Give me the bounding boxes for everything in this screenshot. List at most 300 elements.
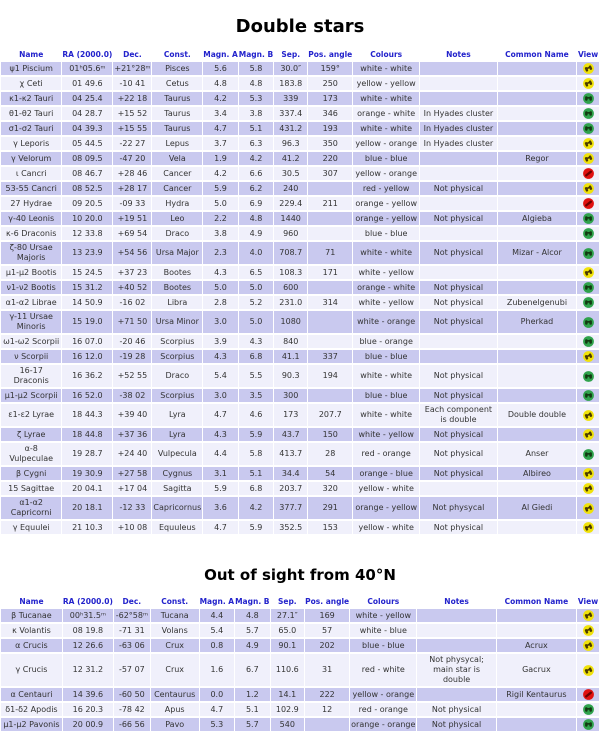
column-header-notes: Notes [417, 596, 495, 607]
cell-pos-angle: 171 [308, 266, 352, 279]
cell-dec: +54 56 [113, 242, 151, 264]
cell-notes: Not physical [420, 428, 497, 441]
cell-dec: +37 23 [113, 266, 151, 279]
cell-dec: +19 51 [113, 212, 151, 225]
cell-colours: yellow - orange [350, 688, 416, 701]
cell-mag-a: 4.3 [203, 428, 238, 441]
cell-ra: 13 23.9 [62, 242, 112, 264]
view-yellow-binoculars-icon [583, 640, 594, 651]
view-green-binoculars-icon [583, 93, 594, 104]
cell-colours: white - yellow [353, 428, 419, 441]
cell-mag-b: 6.7 [235, 654, 269, 686]
view-red-binoculars-icon [583, 198, 594, 209]
cell-ra: 12 26.6 [63, 639, 113, 652]
cell-common-name [498, 365, 576, 387]
view-yellow-binoculars-icon [583, 183, 594, 194]
cell-ra: 15 24.5 [62, 266, 112, 279]
cell-colours: white - white [353, 365, 419, 387]
cell-pos-angle [308, 389, 352, 402]
cell-mag-a: 5.0 [203, 197, 238, 210]
cell-mag-b: 5.1 [239, 122, 273, 135]
cell-view [577, 107, 599, 120]
cell-pos-angle: 346 [308, 107, 352, 120]
cell-colours: orange - white [353, 281, 419, 294]
cell-common-name [498, 335, 576, 348]
cell-mag-a: 3.1 [203, 467, 238, 480]
cell-constellation: Taurus [152, 122, 202, 135]
column-header-colours: Colours [350, 596, 416, 607]
cell-mag-b: 3.5 [239, 389, 273, 402]
star-row [1, 137, 599, 150]
cell-name: γ-40 Leonis [1, 212, 61, 225]
cell-common-name [497, 703, 576, 716]
column-header-common-name: Common Name [498, 49, 576, 60]
cell-sep: 229.4 [274, 197, 307, 210]
cell-name: ζ Lyrae [1, 428, 61, 441]
cell-name: α1-α2 Capricorni [1, 497, 61, 519]
cell-notes: Not physical [420, 242, 497, 264]
cell-colours: orange - orange [350, 718, 416, 731]
cell-pos-angle: 314 [308, 296, 352, 309]
cell-ra: 08 19.8 [63, 624, 113, 637]
cell-dec: -47 20 [113, 152, 151, 165]
cell-view [577, 389, 599, 402]
column-header-pos-angle: Pos. angle [308, 50, 353, 59]
cell-sep: 339 [274, 92, 307, 105]
cell-common-name: Regor [498, 152, 576, 165]
cell-dec: +24 40 [113, 443, 151, 465]
cell-name: β Tucanae [1, 609, 62, 622]
cell-common-name: Algieba [498, 212, 576, 225]
cell-ra: 18 44.8 [62, 428, 112, 441]
cell-ra: 10 20.0 [62, 212, 112, 225]
cell-pos-angle: 193 [308, 122, 352, 135]
cell-common-name [498, 521, 576, 534]
cell-view [577, 212, 599, 225]
cell-dec: +15 52 [113, 107, 151, 120]
cell-pos-angle: 337 [308, 350, 352, 363]
cell-pos-angle: 202 [305, 639, 349, 652]
view-green-binoculars-icon [583, 390, 594, 401]
cell-sep: 110.6 [271, 654, 305, 686]
cell-name: α Centauri [1, 688, 62, 701]
cell-notes [420, 482, 497, 495]
cell-notes: Not physical [417, 718, 495, 731]
cell-mag-b: 5.8 [239, 443, 273, 465]
star-row [1, 350, 599, 363]
star-row [1, 266, 599, 279]
cell-mag-b: 5.7 [235, 718, 269, 731]
cell-mag-b: 6.5 [239, 266, 273, 279]
star-row [1, 242, 599, 264]
cell-notes: In Hyades cluster [420, 107, 497, 120]
cell-sep: 14.1 [271, 688, 305, 701]
cell-mag-a: 5.3 [200, 718, 235, 731]
cell-constellation: Libra [152, 296, 202, 309]
view-green-binoculars-icon [583, 317, 594, 328]
cell-mag-a: 1.6 [200, 654, 235, 686]
cell-dec: +28 17 [113, 182, 151, 195]
cell-mag-a: 3.4 [203, 107, 238, 120]
cell-notes: Not physycal; main star is double [417, 654, 495, 686]
cell-ra: 08 46.7 [62, 167, 112, 180]
star-row [1, 467, 599, 480]
column-header-magn-b: Magn. B [235, 597, 270, 606]
cell-name: ζ-80 Ursae Majoris [1, 242, 61, 264]
cell-sep: 90.3 [274, 365, 307, 387]
cell-constellation: Tucana [151, 609, 199, 622]
cell-name: 27 Hydrae [1, 197, 61, 210]
cell-name: ψ1 Piscium [1, 62, 61, 75]
cell-ra: 16 52.0 [62, 389, 112, 402]
cell-pos-angle [308, 311, 352, 333]
cell-name: α-8 Vulpeculae [1, 443, 61, 465]
cell-ra: 08 52.5 [62, 182, 112, 195]
cell-constellation: Lyra [152, 404, 202, 426]
cell-pos-angle: 150 [308, 428, 352, 441]
cell-mag-b: 5.1 [239, 467, 273, 480]
cell-sep: 41.2 [274, 152, 307, 165]
view-yellow-binoculars-icon [583, 468, 594, 479]
cell-sep: 41.1 [274, 350, 307, 363]
cell-name: κ1-κ2 Tauri [1, 92, 61, 105]
cell-name: α1-α2 Librae [1, 296, 61, 309]
cell-pos-angle: 222 [305, 688, 349, 701]
cell-constellation: Cetus [152, 77, 202, 90]
cell-sep: 337.4 [274, 107, 307, 120]
column-header-dec: Dec. [114, 596, 150, 607]
cell-common-name: Acrux [497, 639, 576, 652]
view-green-binoculars-icon [583, 371, 594, 382]
cell-constellation: Ursa Major [152, 242, 202, 264]
cell-view [577, 137, 599, 150]
cell-colours: white - white [353, 92, 419, 105]
cell-notes: Not physical [420, 467, 497, 480]
cell-name: ν Scorpii [1, 350, 61, 363]
cell-mag-b: 5.0 [239, 311, 273, 333]
cell-ra: 04 25.4 [62, 92, 112, 105]
cell-notes: In Hyades cluster [420, 137, 497, 150]
view-red-binoculars-icon [583, 168, 594, 179]
column-header-view: View [577, 597, 599, 606]
star-row [1, 296, 599, 309]
cell-name: γ Crucis [1, 654, 62, 686]
cell-common-name: Al Giedi [498, 497, 576, 519]
cell-view [577, 152, 599, 165]
cell-name: ω1-ω2 Scorpii [1, 335, 61, 348]
cell-view [577, 624, 599, 637]
cell-dec: +21°28ᵐ [113, 62, 151, 75]
cell-view [577, 197, 599, 210]
view-yellow-binoculars-icon [583, 522, 594, 533]
cell-colours: white - orange [353, 311, 419, 333]
cell-ra: 12 31.2 [63, 654, 113, 686]
cell-common-name: Zubenelgenubi [498, 296, 576, 309]
cell-mag-b: 4.0 [239, 242, 273, 264]
cell-sep: 540 [271, 718, 305, 731]
view-yellow-binoculars-icon [583, 351, 594, 362]
cell-pos-angle: 57 [305, 624, 349, 637]
cell-notes [417, 688, 495, 701]
cell-common-name [498, 281, 576, 294]
cell-view [577, 77, 599, 90]
cell-dec: -38 02 [113, 389, 151, 402]
star-row [1, 443, 599, 465]
cell-sep: 30.0″ [274, 62, 307, 75]
cell-colours: orange - blue [353, 467, 419, 480]
star-row [1, 281, 599, 294]
cell-constellation: Centaurus [151, 688, 199, 701]
cell-ra: 19 30.9 [62, 467, 112, 480]
cell-sep: 352.5 [274, 521, 307, 534]
cell-mag-b: 6.2 [239, 182, 273, 195]
cell-mag-a: 3.9 [203, 335, 238, 348]
table-header-row [1, 596, 599, 607]
cell-pos-angle: 220 [308, 152, 352, 165]
view-green-binoculars-icon [583, 248, 594, 259]
column-header-magn-a: Magn. A [199, 597, 235, 606]
cell-dec: -10 41 [113, 77, 151, 90]
cell-name: 53-55 Cancri [1, 182, 61, 195]
cell-colours: blue - blue [353, 389, 419, 402]
cell-constellation: Equuleus [152, 521, 202, 534]
cell-pos-angle: 320 [308, 482, 352, 495]
cell-sep: 413.7 [274, 443, 307, 465]
star-row [1, 77, 599, 90]
cell-notes [420, 167, 497, 180]
cell-constellation: Cygnus [152, 467, 202, 480]
cell-dec: -19 28 [113, 350, 151, 363]
cell-mag-a: 3.8 [203, 227, 238, 240]
cell-common-name: Double double [498, 404, 576, 426]
cell-sep: 90.1 [271, 639, 305, 652]
cell-sep: 960 [274, 227, 307, 240]
star-row [1, 654, 599, 686]
cell-sep: 1440 [274, 212, 307, 225]
cell-pos-angle [308, 227, 352, 240]
star-row [1, 497, 599, 519]
cell-common-name [498, 227, 576, 240]
cell-colours: orange - yellow [353, 212, 419, 225]
cell-pos-angle [308, 335, 352, 348]
cell-mag-a: 5.0 [203, 281, 238, 294]
cell-dec: -22 27 [113, 137, 151, 150]
cell-constellation: Crux [151, 639, 199, 652]
cell-mag-a: 5.6 [203, 62, 238, 75]
cell-colours: white - white [353, 242, 419, 264]
cell-dec: -63 06 [114, 639, 150, 652]
cell-pos-angle: 12 [305, 703, 349, 716]
cell-name: γ-11 Ursae Minoris [1, 311, 61, 333]
cell-constellation: Sagitta [152, 482, 202, 495]
column-header-magn-a: Magn. A [203, 50, 238, 59]
cell-name: γ Leporis [1, 137, 61, 150]
view-yellow-binoculars-icon [583, 429, 594, 440]
star-row [1, 227, 599, 240]
cell-ra: 14 50.9 [62, 296, 112, 309]
cell-pos-angle: 211 [308, 197, 352, 210]
cell-pos-angle: 207.7 [308, 404, 352, 426]
cell-view [577, 167, 599, 180]
cell-sep: 240 [274, 182, 307, 195]
cell-mag-b: 5.8 [239, 62, 273, 75]
cell-view [577, 639, 599, 652]
column-header-const: Const. [152, 49, 202, 60]
cell-notes: Not physical [420, 182, 497, 195]
cell-constellation: Hydra [152, 197, 202, 210]
cell-view [577, 443, 599, 465]
cell-pos-angle: 153 [308, 521, 352, 534]
cell-name: 16-17 Draconis [1, 365, 61, 387]
cell-ra: 16 36.2 [62, 365, 112, 387]
cell-notes: Not physical [420, 521, 497, 534]
cell-mag-a: 4.7 [203, 404, 238, 426]
cell-sep: 43.7 [274, 428, 307, 441]
cell-dec: -09 33 [113, 197, 151, 210]
view-yellow-binoculars-icon [583, 78, 594, 89]
view-green-binoculars-icon [583, 704, 594, 715]
star-row [1, 482, 599, 495]
cell-mag-a: 4.4 [203, 443, 238, 465]
cell-pos-angle [308, 182, 352, 195]
cell-sep: 173 [274, 404, 307, 426]
cell-mag-b: 4.6 [239, 404, 273, 426]
cell-name: γ Equulei [1, 521, 61, 534]
cell-dec: -16 02 [113, 296, 151, 309]
cell-mag-b: 5.0 [239, 281, 273, 294]
cell-name: δ1-δ2 Apodis [1, 703, 62, 716]
cell-ra: 08 09.5 [62, 152, 112, 165]
cell-ra: 01 49.6 [62, 77, 112, 90]
cell-name: μ1-μ2 Pavonis [1, 718, 62, 731]
cell-dec: +28 46 [113, 167, 151, 180]
cell-constellation: Vela [152, 152, 202, 165]
cell-ra: 16 07.0 [62, 335, 112, 348]
cell-colours: orange - yellow [353, 197, 419, 210]
cell-name: α Crucis [1, 639, 62, 652]
cell-sep: 431.2 [274, 122, 307, 135]
cell-mag-a: 0.8 [200, 639, 235, 652]
cell-mag-b: 5.9 [239, 428, 273, 441]
cell-constellation: Vulpecula [152, 443, 202, 465]
cell-common-name [498, 92, 576, 105]
cell-constellation: Cancer [152, 167, 202, 180]
cell-mag-b: 5.9 [239, 521, 273, 534]
view-yellow-binoculars-icon [583, 267, 594, 278]
cell-constellation: Scorpius [152, 335, 202, 348]
cell-ra: 15 19.0 [62, 311, 112, 333]
cell-colours: red - white [350, 654, 416, 686]
cell-notes: Not physical [420, 443, 497, 465]
cell-mag-a: 3.7 [203, 137, 238, 150]
column-header-common-name: Common Name [497, 596, 576, 607]
cell-colours: white - blue [350, 624, 416, 637]
cell-notes: Not physical [420, 212, 497, 225]
star-row [1, 182, 599, 195]
cell-sep: 183.8 [274, 77, 307, 90]
cell-mag-a: 5.4 [200, 624, 235, 637]
cell-view [577, 92, 599, 105]
cell-mag-b: 5.7 [235, 624, 269, 637]
cell-sep: 65.0 [271, 624, 305, 637]
cell-colours: red - yellow [353, 182, 419, 195]
cell-sep: 108.3 [274, 266, 307, 279]
cell-colours: blue - orange [353, 335, 419, 348]
cell-mag-a: 4.7 [200, 703, 235, 716]
cell-common-name [498, 62, 576, 75]
cell-sep: 600 [274, 281, 307, 294]
column-header-magn-b: Magn. B [238, 50, 274, 59]
cell-notes [420, 197, 497, 210]
column-header-name: Name [1, 49, 61, 60]
cell-mag-a: 4.3 [203, 350, 238, 363]
view-green-binoculars-icon [583, 282, 594, 293]
cell-name: σ1-σ2 Tauri [1, 122, 61, 135]
cell-mag-a: 0.0 [200, 688, 235, 701]
view-green-binoculars-icon [583, 336, 594, 347]
cell-pos-angle: 173 [308, 92, 352, 105]
cell-constellation: Taurus [152, 107, 202, 120]
cell-notes: Not physical [420, 311, 497, 333]
cell-view [577, 718, 599, 731]
cell-colours: yellow - orange [353, 137, 419, 150]
cell-dec: +37 36 [113, 428, 151, 441]
cell-notes [420, 335, 497, 348]
cell-common-name: Pherkad [498, 311, 576, 333]
cell-ra: 18 44.3 [62, 404, 112, 426]
cell-notes: Each component is double [420, 404, 497, 426]
cell-mag-a: 4.7 [203, 122, 238, 135]
cell-common-name: Albireo [498, 467, 576, 480]
cell-ra: 09 20.5 [62, 197, 112, 210]
cell-notes: Not physycal [420, 497, 497, 519]
star-row [1, 639, 599, 652]
cell-dec: -71 31 [114, 624, 150, 637]
cell-mag-a: 5.9 [203, 182, 238, 195]
cell-dec: +17 04 [113, 482, 151, 495]
cell-mag-b: 6.6 [239, 167, 273, 180]
cell-common-name [498, 122, 576, 135]
cell-mag-b: 6.3 [239, 137, 273, 150]
cell-constellation: Draco [152, 365, 202, 387]
cell-colours: orange - yellow [353, 497, 419, 519]
cell-view [577, 654, 599, 686]
view-yellow-binoculars-icon [583, 665, 594, 676]
cell-mag-a: 2.3 [203, 242, 238, 264]
cell-constellation: Apus [151, 703, 199, 716]
cell-ra: 15 31.2 [62, 281, 112, 294]
cell-view [577, 227, 599, 240]
cell-name: χ Ceti [1, 77, 61, 90]
cell-mag-a: 4.4 [200, 609, 235, 622]
cell-view [577, 311, 599, 333]
cell-colours: orange - white [353, 107, 419, 120]
cell-view [577, 497, 599, 519]
cell-mag-b: 4.9 [235, 639, 269, 652]
cell-ra: 01ʰ05.6ᵐ [62, 62, 112, 75]
cell-ra: 16 12.0 [62, 350, 112, 363]
cell-sep: 300 [274, 389, 307, 402]
cell-common-name [498, 77, 576, 90]
cell-pos-angle: 71 [308, 242, 352, 264]
cell-view [577, 703, 599, 716]
cell-mag-a: 4.2 [203, 92, 238, 105]
cell-mag-b: 5.3 [239, 92, 273, 105]
cell-colours: white - yellow [353, 296, 419, 309]
cell-view [577, 609, 599, 622]
cell-colours: red - orange [353, 443, 419, 465]
cell-name: ε1-ε2 Lyrae [1, 404, 61, 426]
